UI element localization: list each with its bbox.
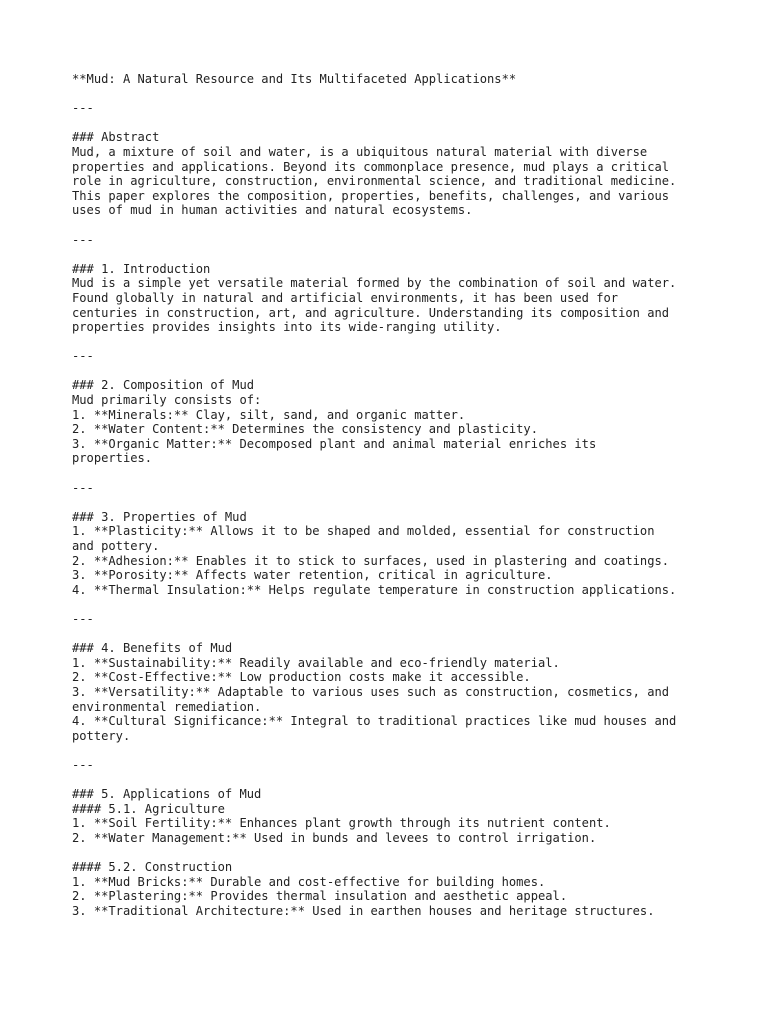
properties-heading: ### 3. Properties of Mud [72, 509, 247, 524]
separator: --- [72, 232, 94, 247]
list-item: 2. **Adhesion:** Enables it to stick to surfaces, used in plastering and coatings. [72, 553, 670, 568]
introduction-heading: ### 1. Introduction [72, 261, 211, 276]
list-item: 2. **Water Management:** Used in bunds and levees to control irrigation. [72, 830, 597, 845]
list-item-continuation: environmental remediation. [72, 699, 262, 714]
list-item: 3. **Traditional Architecture:** Used in earthen houses and heritage structures. [72, 903, 655, 918]
list-item: 3. **Versatility:** Adaptable to various uses such as construction, cosmetics, and [72, 684, 670, 699]
list-item: 1. **Sustainability:** Readily available and eco-friendly material. [72, 655, 560, 670]
separator: --- [72, 101, 94, 116]
list-item-continuation: pottery. [72, 728, 131, 743]
applications-heading: ### 5. Applications of Mud [72, 787, 262, 802]
list-item: 1. **Plasticity:** Allows it to be shaped and molded, essential for construction [72, 524, 655, 539]
paragraph-line: properties and applications. Beyond its commonplace presence, mud plays a critical [72, 159, 670, 174]
separator: --- [72, 480, 94, 495]
list-item: 2. **Cost-Effective:** Low production costs make it accessible. [72, 670, 531, 685]
list-item-continuation: and pottery. [72, 539, 160, 553]
list-item: 1. **Minerals:** Clay, silt, sand, and organic matter. [72, 407, 466, 422]
separator: --- [72, 611, 94, 626]
separator: --- [72, 757, 94, 772]
list-item: 4. **Thermal Insulation:** Helps regulate temperature in construction applications. [72, 582, 677, 597]
paragraph-line: Mud primarily consists of: [72, 393, 262, 408]
paragraph-line: Found globally in natural and artificial environments, it has been used for [72, 290, 619, 305]
list-item: 1. **Soil Fertility:** Enhances plant growth through its nutrient content. [72, 816, 611, 831]
list-item: 2. **Plastering:** Provides thermal insulation and aesthetic appeal. [72, 889, 568, 904]
document-page [72, 72, 712, 918]
paragraph-line: This paper explores the composition, properties, benefits, challenges, and various [72, 188, 670, 203]
paragraph-line: role in agriculture, construction, environmental science, and traditional medicine. [72, 174, 677, 189]
paragraph-line: Mud is a simple yet versatile material formed by the combination of soil and water. [72, 276, 677, 291]
list-item: 2. **Water Content:** Determines the consistency and plasticity. [72, 422, 538, 437]
list-item: 4. **Cultural Significance:** Integral to traditional practices like mud houses and [72, 714, 677, 729]
composition-heading: ### 2. Composition of Mud [72, 378, 255, 393]
agriculture-subheading: #### 5.1. Agriculture [72, 801, 225, 816]
list-item: 3. **Organic Matter:** Decomposed plant and animal material enriches its [72, 436, 597, 451]
abstract-heading: ### Abstract [72, 130, 160, 145]
paragraph-line: centuries in construction, art, and agriculture. Understanding its composition and [72, 305, 670, 320]
list-item-continuation: properties. [72, 451, 153, 466]
paragraph-line: Mud, a mixture of soil and water, is a ubiquitous natural material with diverse [72, 144, 648, 159]
list-item: 1. **Mud Bricks:** Durable and cost-effective for building homes. [72, 874, 546, 889]
construction-subheading: #### 5.2. Construction [72, 860, 233, 875]
paragraph-line: uses of mud in human activities and natural ecosystems. [72, 203, 473, 218]
separator: --- [72, 349, 94, 364]
document-title: **Mud: A Natural Resource and Its Multifaceted Applications** [72, 72, 517, 86]
list-item: 3. **Porosity:** Affects water retention, critical in agriculture. [72, 568, 553, 583]
paragraph-line: properties provides insights into its wide-ranging utility. [72, 320, 502, 335]
benefits-heading: ### 4. Benefits of Mud [72, 641, 233, 656]
